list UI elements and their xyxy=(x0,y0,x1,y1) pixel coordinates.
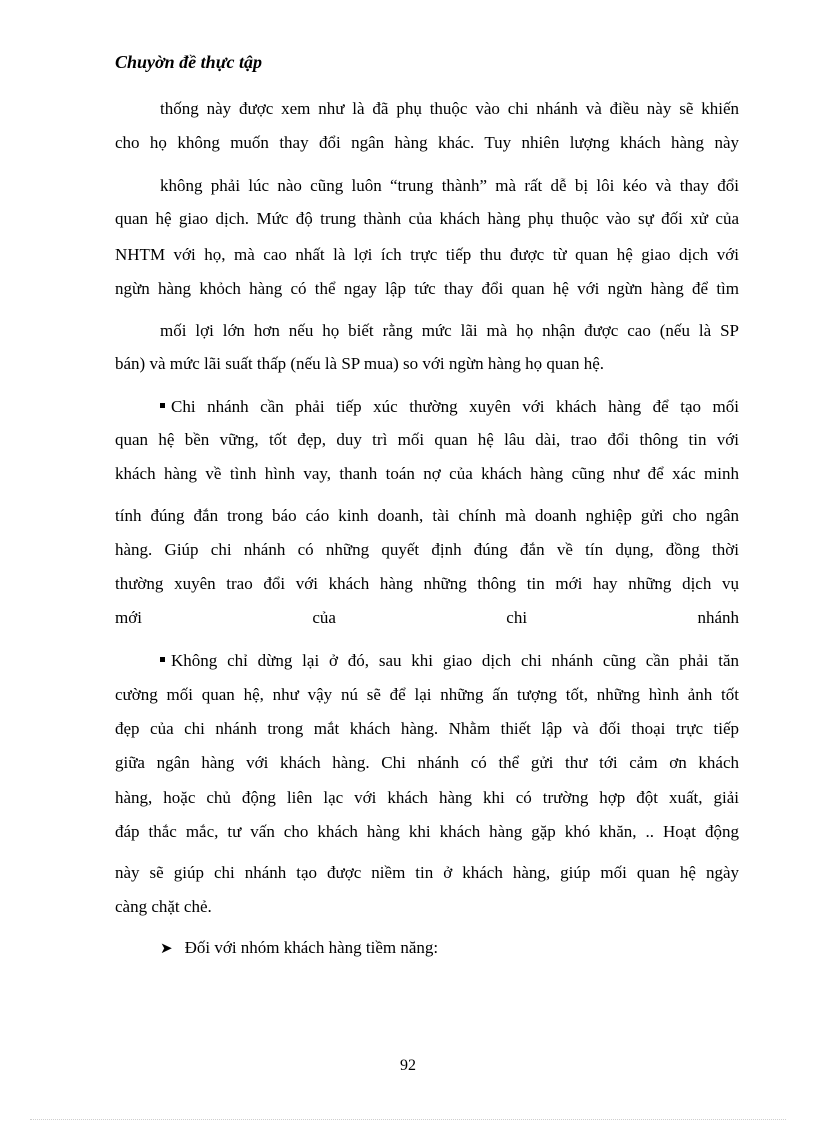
text-line: mối lợi lớn hơn nếu họ biết rằng mức lãi mà họ nhận được cao (nếu là SP xyxy=(160,321,739,340)
text-line: quan hệ bền vững, tốt đẹp, duy trì mối quan hệ lâu dài, trao đổi thông tin với xyxy=(115,430,739,449)
text-line: đáp thắc mắc, tư vấn cho khách hàng khi khách hàng gặp khó khăn, .. Hoạt động xyxy=(115,822,739,841)
page-bottom-divider xyxy=(30,1119,786,1120)
text-line: không phải lúc nào cũng luôn “trung thành” mà rất dễ bị lôi kéo và thay đổi xyxy=(160,176,739,195)
text-line: giữa ngân hàng với khách hàng. Chi nhánh có thể gửi thư tới cảm ơn khách xyxy=(115,753,739,772)
text-line: NHTM với họ, mà cao nhất là lợi ích trực tiếp thu được từ quan hệ giao dịch với xyxy=(115,245,739,264)
square-bullet-icon xyxy=(160,657,165,662)
text-line: quan hệ giao dịch. Mức độ trung thành của khách hàng phụ thuộc vào sự đối xử của xyxy=(115,209,739,228)
square-bullet-icon xyxy=(160,403,165,408)
arrow-bullet-icon: ➤ xyxy=(160,941,173,957)
text-line: hàng. Giúp chi nhánh có những quyết định đúng đắn về tín dụng, đồng thời xyxy=(115,540,739,559)
bullet-paragraph-start xyxy=(160,396,739,418)
document-header: Chuyờn đề thực tập xyxy=(115,52,262,72)
spread-line xyxy=(115,607,739,629)
word: mới xyxy=(115,608,142,627)
text-line: cường mối quan hệ, như vậy nú sẽ để lại những ấn tượng tốt, những hình ảnh tốt xyxy=(115,685,739,704)
text-line: hàng, hoặc chủ động liên lạc với khách hàng khi có trường hợp đột xuất, giải xyxy=(115,788,739,807)
page-number: 92 xyxy=(400,1057,416,1074)
text-line: này sẽ giúp chi nhánh tạo được niềm tin ở khách hàng, giúp mối quan hệ ngày xyxy=(115,863,739,882)
text-line: thường xuyên trao đổi với khách hàng những thông tin mới hay những dịch vụ xyxy=(115,574,739,593)
text-line: thống này được xem như là đã phụ thuộc vào chi nhánh và điều này sẽ khiến xyxy=(160,99,739,118)
text-line: tính đúng đắn trong báo cáo kinh doanh, tài chính mà doanh nghiệp gửi cho ngân xyxy=(115,506,739,525)
text-line: bán) và mức lãi suất thấp (nếu là SP mua) so với ngừn hàng họ quan hệ. xyxy=(115,354,604,373)
text-line: ngừn hàng khỏch hàng có thể ngay lập tức thay đổi quan hệ với ngừn hàng để tìm xyxy=(115,279,739,298)
word: của xyxy=(312,608,336,627)
text-line: đẹp của chi nhánh trong mắt khách hàng. Nhằm thiết lập và đối thoại trực tiếp xyxy=(115,719,739,738)
text-line: khách hàng về tình hình vay, thanh toán nợ của khách hàng cũng như để xác minh xyxy=(115,464,739,483)
text-line: Đối với nhóm khách hàng tiềm năng: xyxy=(184,938,439,957)
text-line: Không chỉ dừng lại ở đó, sau khi giao dịch chi nhánh cũng cần phải tăn xyxy=(171,651,739,670)
word: chi xyxy=(506,608,528,627)
text-line: Chi nhánh cần phải tiếp xúc thường xuyên với khách hàng để tạo mối xyxy=(171,397,739,416)
text-line: cho họ không muốn thay đổi ngân hàng khác. Tuy nhiên lượng khách hàng này xyxy=(115,133,739,152)
text-line: càng chặt chẻ. xyxy=(115,897,212,916)
bullet-paragraph-start xyxy=(160,650,739,672)
word: nhánh xyxy=(697,608,739,627)
arrow-item xyxy=(160,937,739,960)
